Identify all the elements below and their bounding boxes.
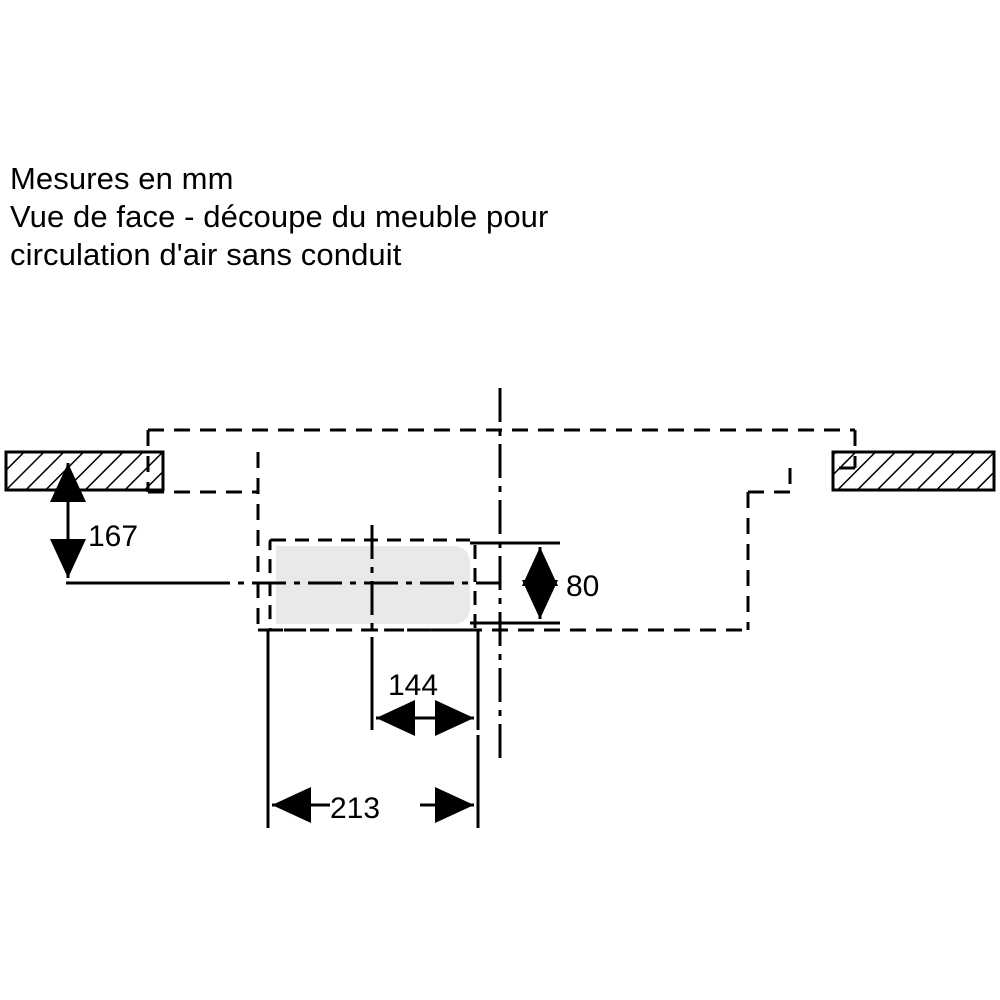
worktop-right-hatched — [833, 452, 994, 490]
dimension-167-label: 167 — [88, 520, 139, 553]
caption-line-2: Vue de face - découpe du meuble pour — [10, 199, 549, 234]
dimension-80-label: 80 — [566, 570, 600, 603]
caption-line-3: circulation d'air sans conduit — [10, 237, 402, 272]
worktop-left-hatched — [6, 452, 163, 490]
caption-line-1: Mesures en mm — [10, 161, 234, 196]
dimension-144-label: 144 — [388, 669, 439, 702]
dimension-213-label: 213 — [330, 792, 381, 825]
dimension-144 — [372, 630, 478, 730]
